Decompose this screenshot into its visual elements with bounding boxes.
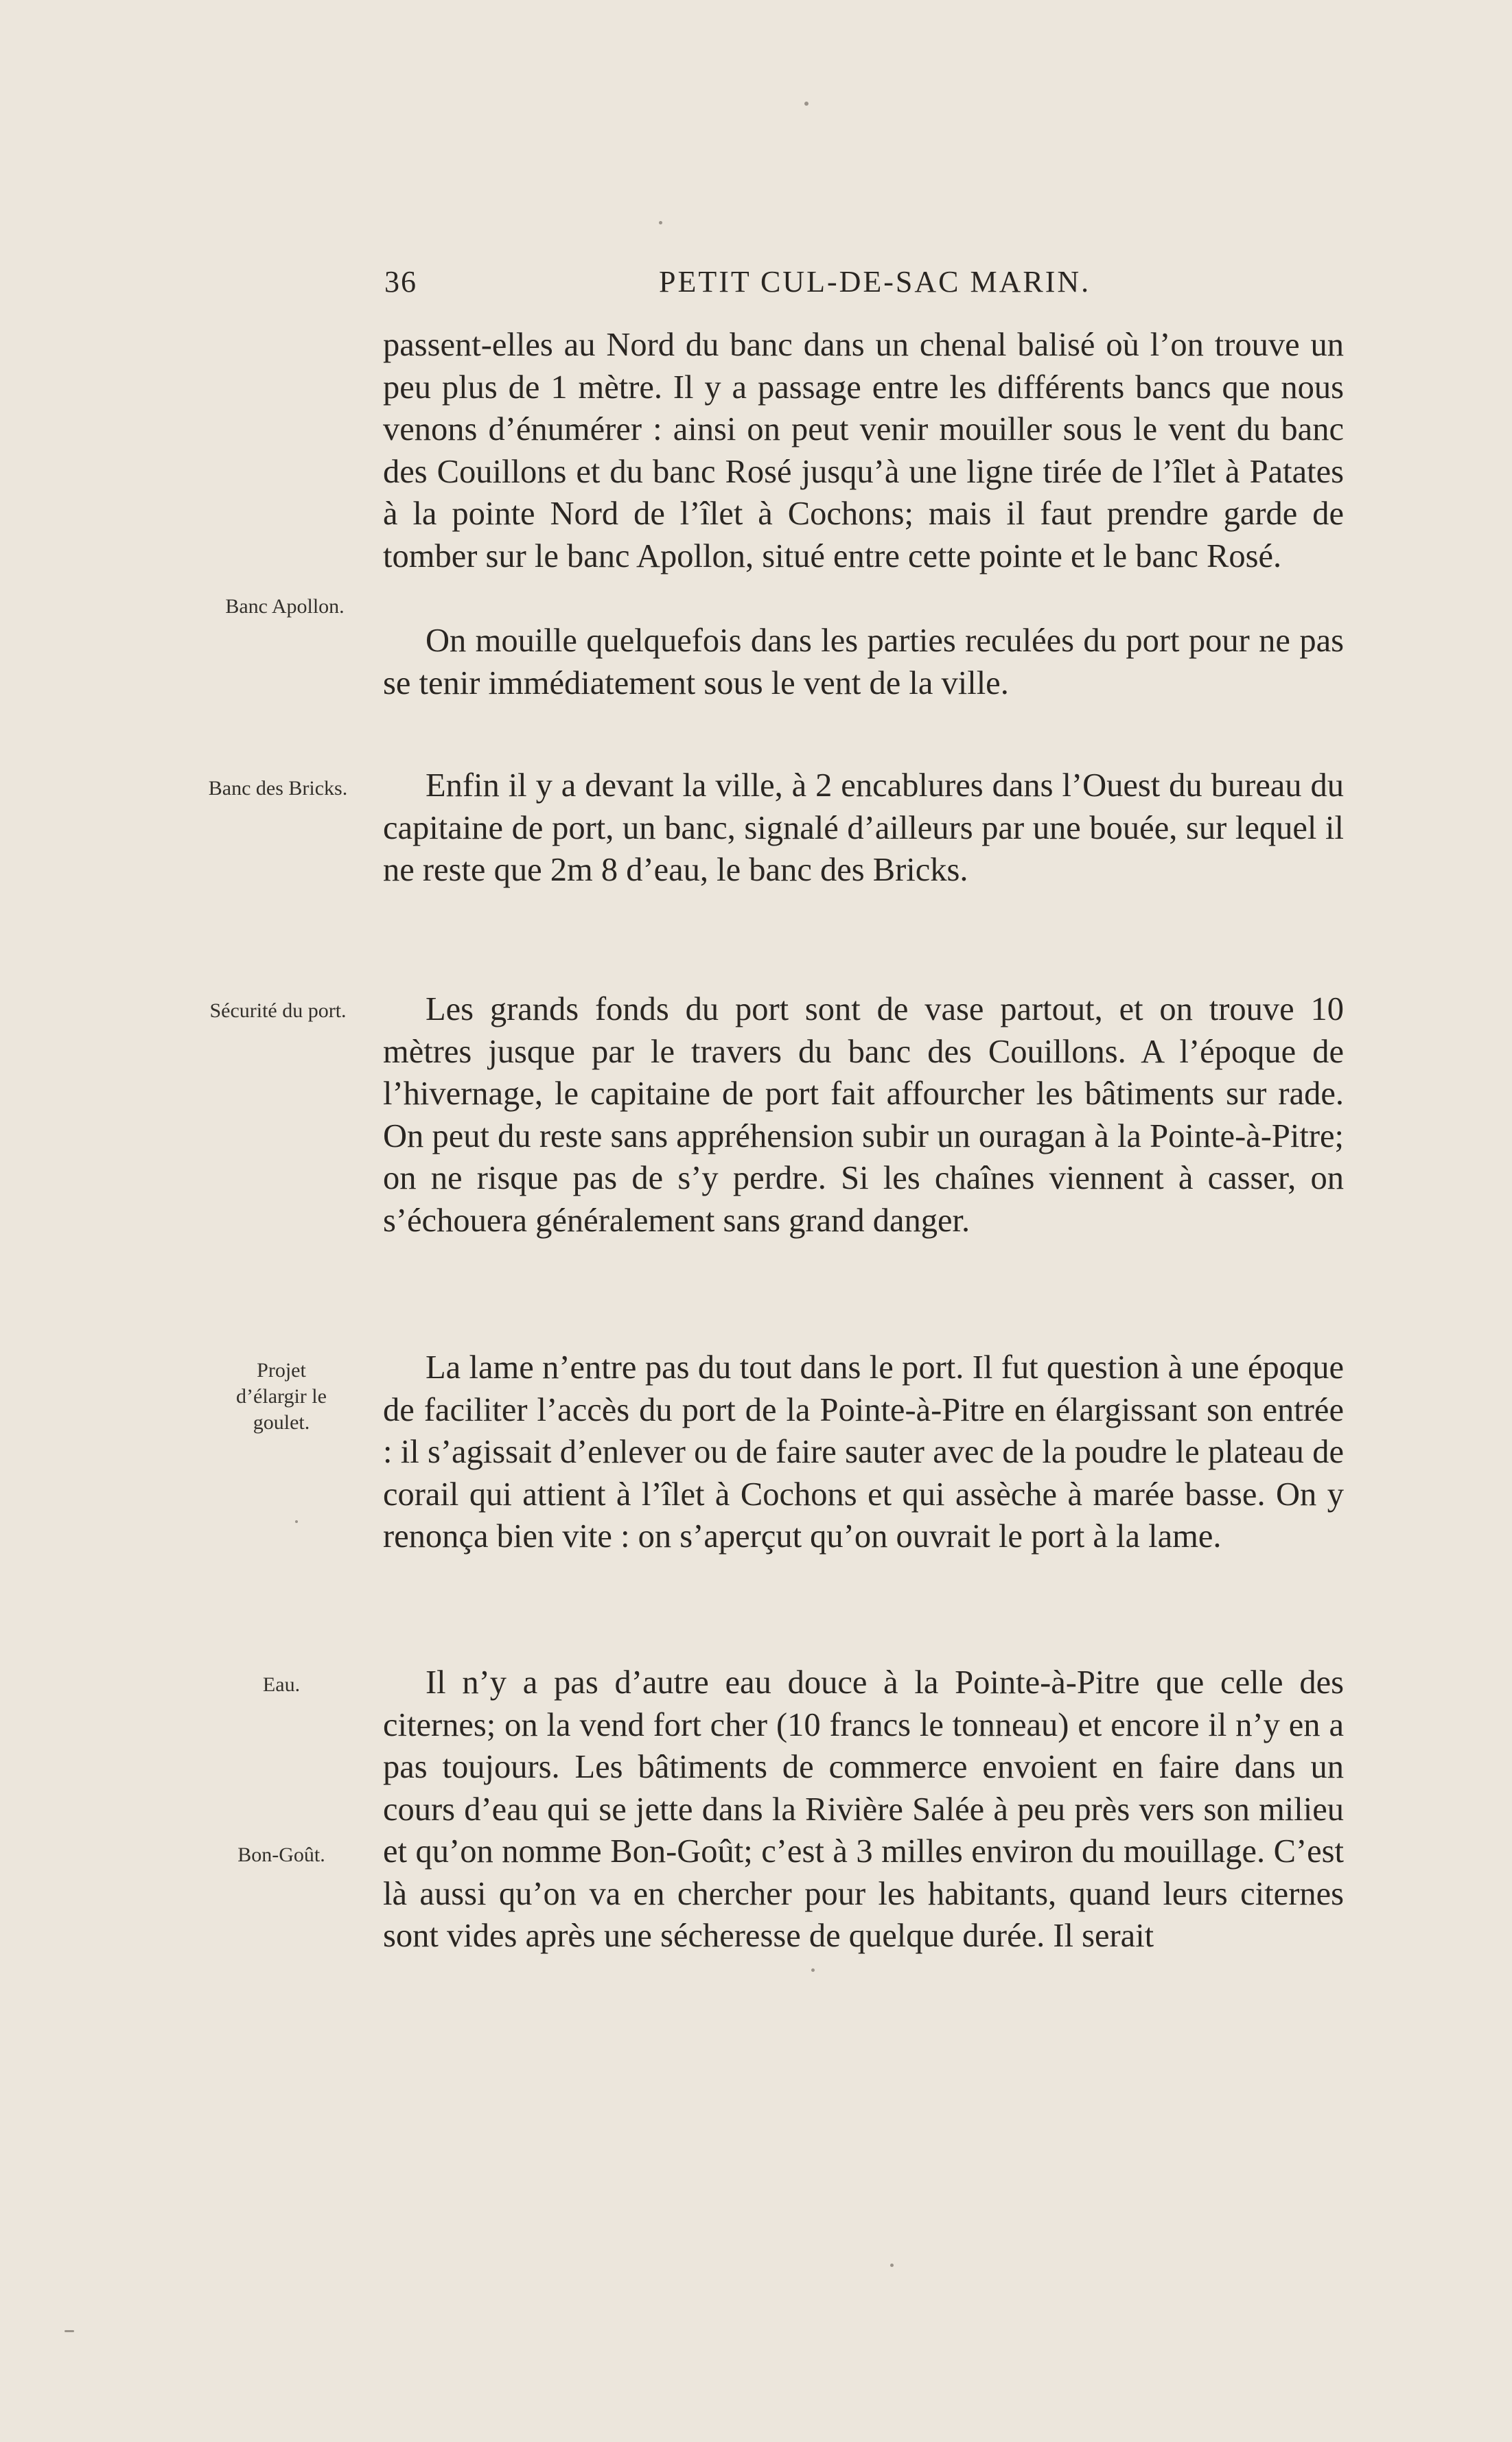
paragraph-2: On mouille quelquefois dans les parties reculées du port pour ne pas se tenir immédiatement sous le vent de la ville.	[383, 623, 1344, 701]
paper-speck	[804, 102, 809, 106]
paragraph-1: passent-elles au Nord du banc dans un chenal balisé où l’on trouve un peu plus de 1 mètre. Il y a passage entre les différents bancs que nous venons d’énumérer : ainsi on peut venir mouiller sous le vent du banc des Couillons et du banc Rosé jusqu’à une ligne tirée de l’îlet à Patates à la pointe Nord de l’îlet à Cochons; mais il faut prendre garde de tomber sur le banc Apollon, situé entre cette pointe et le banc Rosé.	[383, 327, 1344, 574]
paper-speck	[295, 1520, 298, 1523]
paper-speck	[65, 2330, 74, 2332]
paragraph-3: Enfin il y a devant la ville, à 2 encablures dans l’Ouest du bureau du capitaine de port, un banc, signalé d’ailleurs par une bouée, sur lequel il ne reste que 2m 8 d’eau, le banc des Bricks.	[383, 767, 1344, 888]
paragraph-4: Les grands fonds du port sont de vase partout, et on trouve 10 mètres jusque par le travers du banc des Couillons. A l’époque de l’hivernage, le capitaine de port fait affourcher les bâtiments sur rade. On peut du reste sans appréhension subir un ouragan à la Pointe-à-Pitre; on ne risque pas de s’y perdre. Si les chaînes viennent à casser, on s’échouera généralement sans grand danger.	[383, 991, 1344, 1239]
paper-speck	[890, 2264, 894, 2267]
running-title: PETIT CUL-DE-SAC MARIN.	[659, 265, 1091, 299]
page-number: 36	[384, 265, 417, 299]
margin-note-bon-gout: Bon-Goût.	[237, 1844, 325, 1866]
margin-note-eau: Eau.	[262, 1673, 301, 1696]
paper-speck	[659, 221, 662, 224]
margin-note-banc-apollon: Banc Apollon.	[225, 595, 345, 618]
margin-note-banc-des-bricks: Banc des Bricks.	[208, 777, 348, 800]
paragraph-5: La lame n’entre pas du tout dans le port. Il fut question à une époque de faciliter l’accès du port de la Pointe-à-Pitre en élargissant son entrée : il s’agissait d’enlever ou de faire sauter avec de la poudre le plateau de corail qui attient à l’îlet à Cochons et qui assèche à marée basse. On y renonça bien vite : on s’aperçut qu’on ouvrait le port à la lame.	[383, 1349, 1344, 1555]
paragraph-6: Il n’y a pas d’autre eau douce à la Pointe-à-Pitre que celle des citernes; on la vend fort cher (10 francs le tonneau) et encore il n’y en a pas toujours. Les bâtiments de commerce envoient en faire dans un cours d’eau qui se jette dans la Rivière Salée à peu près vers son milieu et qu’on nomme Bon-Goût; c’est à 3 milles environ du mouillage. C’est là aussi qu’on va en chercher pour les habitants, quand leurs citernes sont vides après une sécheresse de quelque durée. Il serait	[383, 1664, 1344, 1954]
margin-note-projet-elargir: Projet d’élargir le goulet.	[236, 1359, 327, 1434]
paper-speck	[811, 1968, 815, 1972]
running-head	[384, 264, 1345, 305]
margin-note-securite-du-port: Sécurité du port.	[209, 999, 347, 1022]
